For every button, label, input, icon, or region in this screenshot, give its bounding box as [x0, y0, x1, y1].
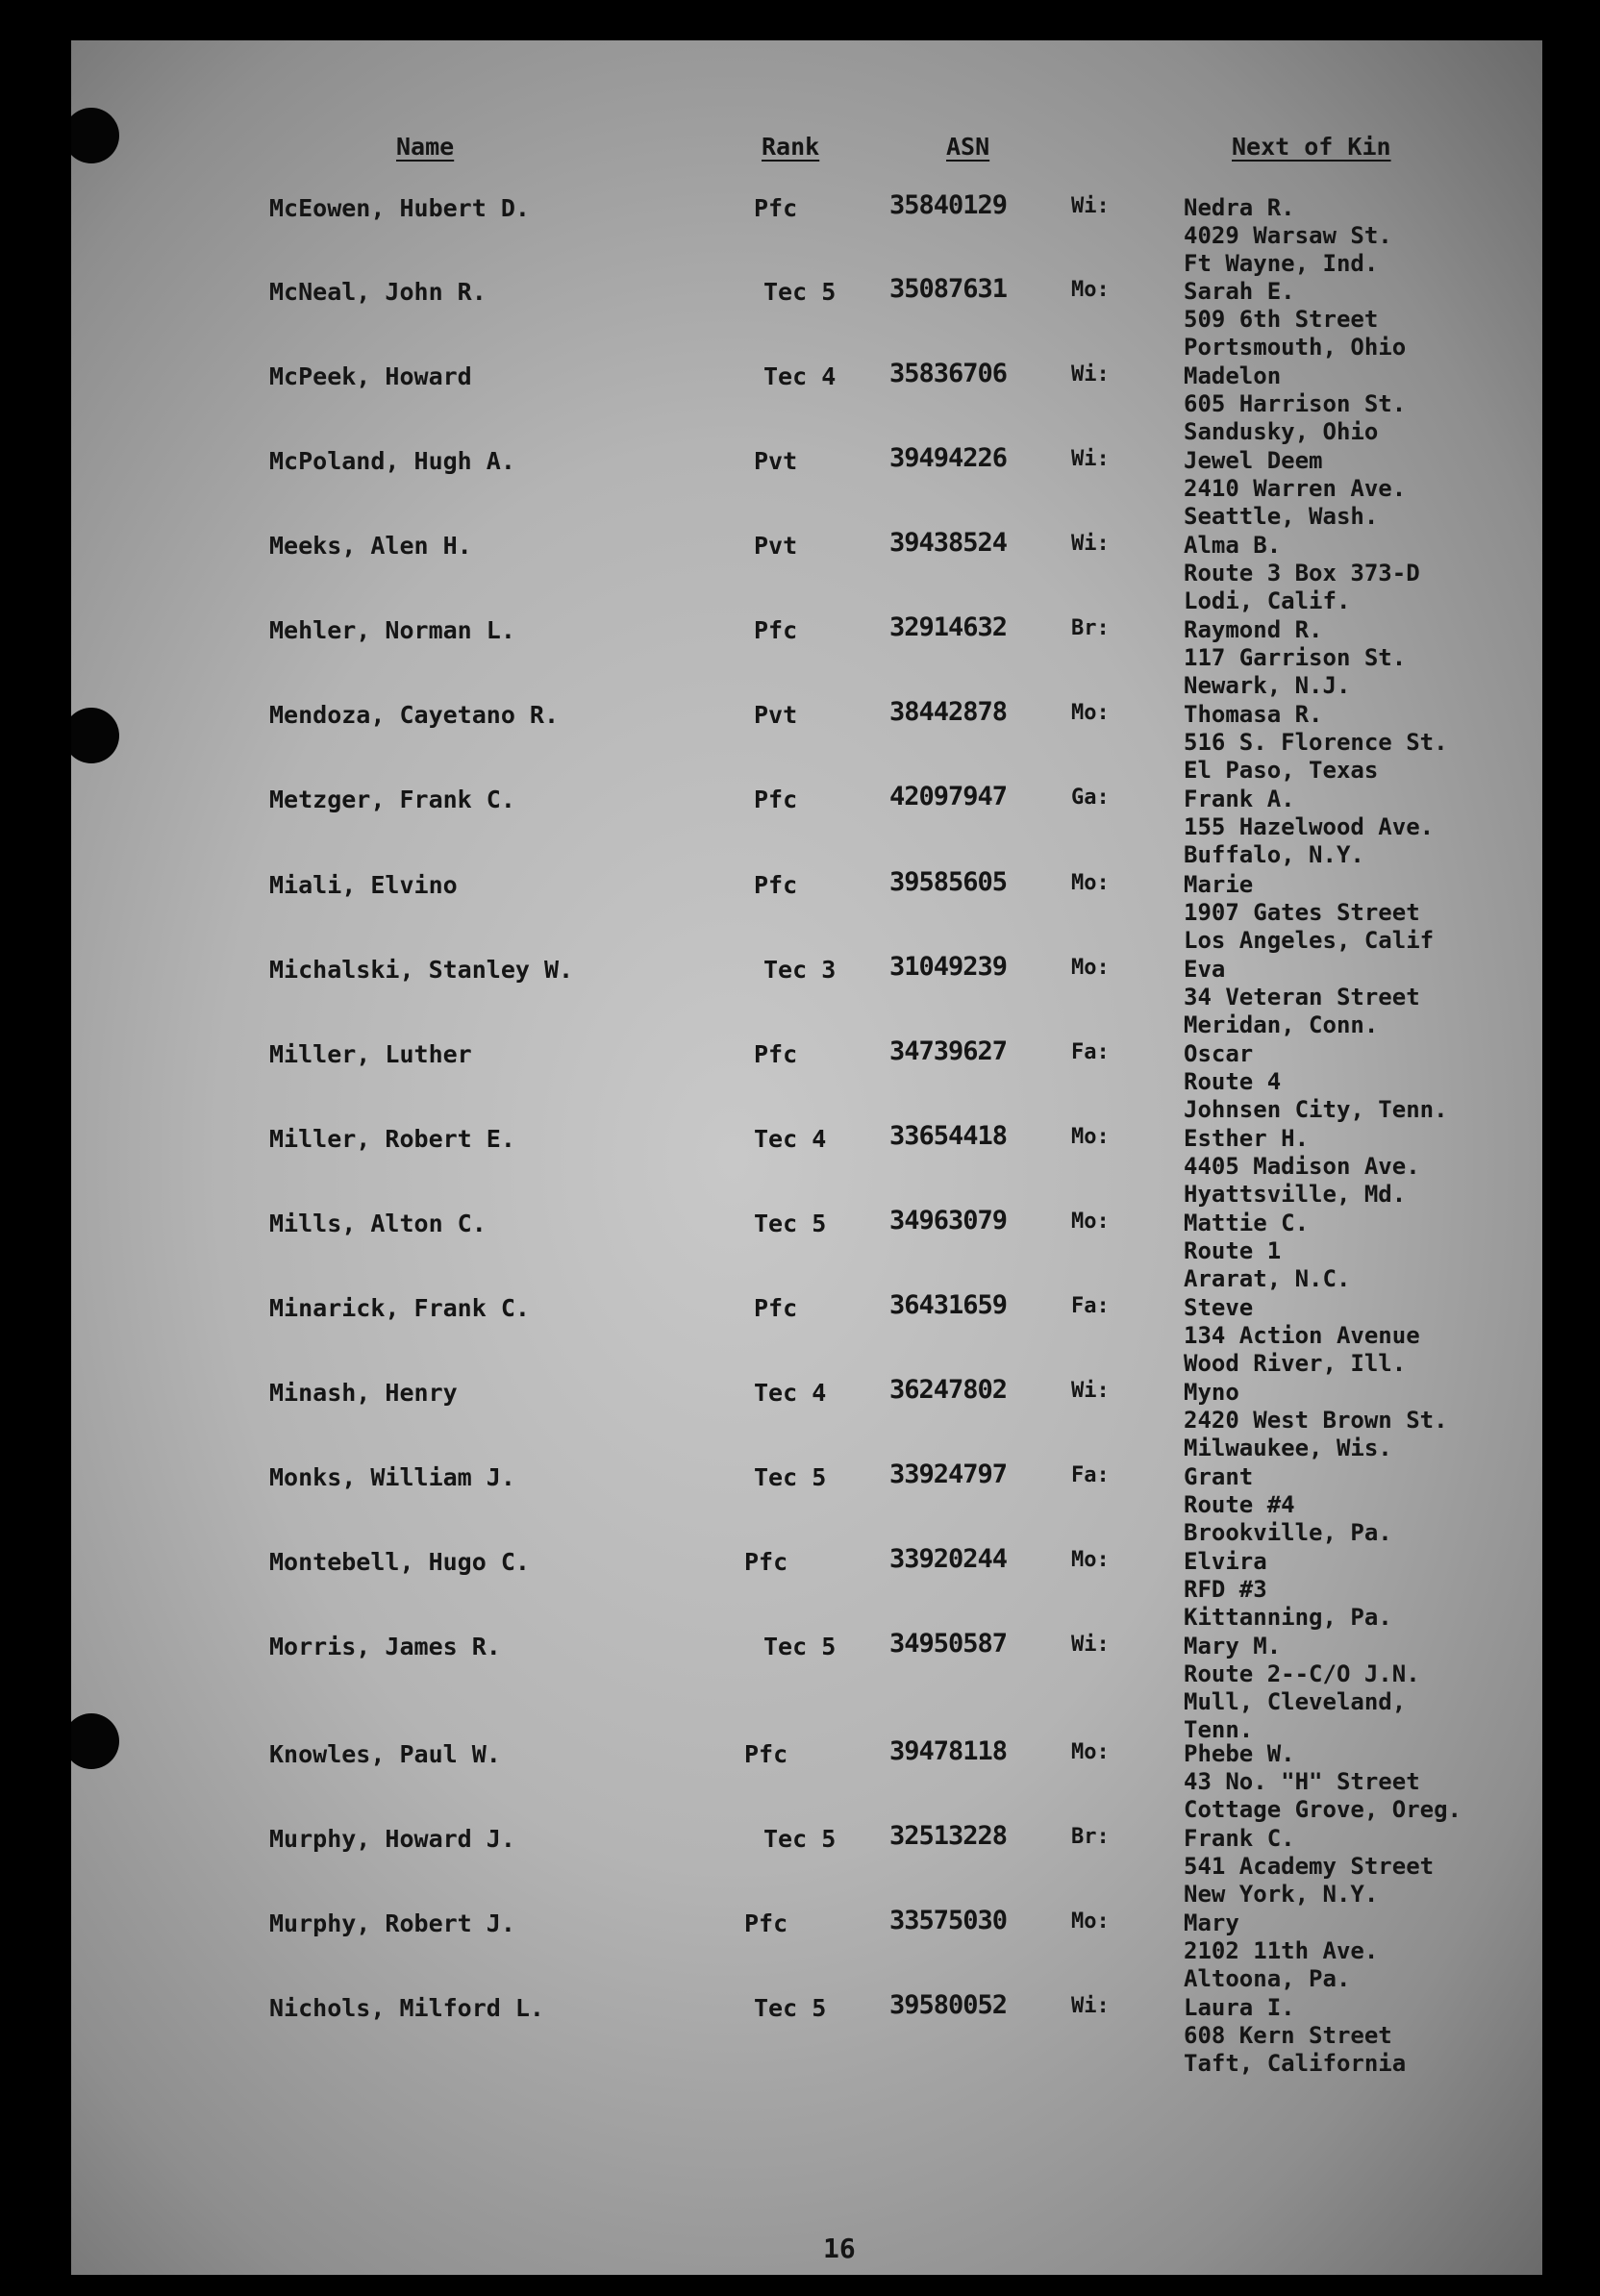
- soldier-rank: Pvt: [754, 532, 798, 560]
- soldier-name: Meeks, Alen H.: [269, 532, 472, 560]
- kin-line: Ft Wayne, Ind.: [1184, 250, 1379, 277]
- roster-entry: [71, 1460, 1542, 1546]
- kin-line: Steve: [1184, 1294, 1254, 1321]
- soldier-rank: Tec 3: [763, 956, 837, 984]
- soldier-rank: Pfc: [754, 786, 798, 813]
- soldier-name: Monks, William J.: [269, 1463, 515, 1491]
- kin-line: Esther H.: [1184, 1125, 1310, 1152]
- soldier-rank: Tec 5: [754, 1210, 827, 1237]
- soldier-rank: Tec 5: [763, 1825, 837, 1853]
- roster-entry: [71, 1990, 1542, 2077]
- kin-line: 1907 Gates Street: [1184, 899, 1420, 926]
- soldier-asn: 39580052: [889, 1990, 1008, 2020]
- kin-relation: Fa:: [1071, 1294, 1110, 1318]
- kin-line: Seattle, Wash.: [1184, 503, 1379, 530]
- kin-line: Wood River, Ill.: [1184, 1350, 1407, 1377]
- kin-line: Milwaukee, Wis.: [1184, 1435, 1392, 1461]
- soldier-asn: 33575030: [889, 1906, 1008, 1935]
- kin-line: Tenn.: [1184, 1716, 1254, 1743]
- soldier-asn: 34739627: [889, 1036, 1008, 1066]
- soldier-name: Nichols, Milford L.: [269, 1994, 544, 2022]
- soldier-name: Knowles, Paul W.: [269, 1740, 501, 1768]
- soldier-rank: Pvt: [754, 701, 798, 729]
- kin-line: Buffalo, N.Y.: [1184, 841, 1364, 868]
- kin-line: Laura I.: [1184, 1994, 1295, 2021]
- header-next-of-kin: Next of Kin: [1232, 133, 1391, 161]
- kin-line: Meridan, Conn.: [1184, 1011, 1379, 1038]
- kin-line: Mattie C.: [1184, 1210, 1310, 1236]
- soldier-rank: Pfc: [754, 616, 798, 644]
- kin-line: Mary M.: [1184, 1633, 1282, 1660]
- kin-line: Nedra R.: [1184, 194, 1295, 221]
- roster-entry: [71, 528, 1542, 614]
- kin-line: Marie: [1184, 871, 1254, 898]
- kin-line: Newark, N.J.: [1184, 672, 1351, 699]
- soldier-asn: 36431659: [889, 1290, 1008, 1320]
- soldier-rank: Pfc: [744, 1740, 788, 1768]
- kin-relation: Wi:: [1071, 362, 1110, 387]
- kin-relation: Mo:: [1071, 1909, 1110, 1934]
- kin-relation: Wi:: [1071, 194, 1110, 218]
- kin-relation: Ga:: [1071, 786, 1110, 810]
- kin-line: Jewel Deem: [1184, 447, 1323, 474]
- kin-line: Route 4: [1184, 1068, 1282, 1095]
- kin-line: 2102 11th Ave.: [1184, 1937, 1379, 1964]
- kin-line: Ararat, N.C.: [1184, 1265, 1351, 1292]
- roster-entry: [71, 1906, 1542, 1992]
- kin-line: Myno: [1184, 1379, 1239, 1406]
- soldier-asn: 33924797: [889, 1460, 1008, 1489]
- kin-line: 2420 West Brown St.: [1184, 1407, 1448, 1434]
- soldier-name: Mills, Alton C.: [269, 1210, 487, 1237]
- document-page: [71, 40, 1542, 2275]
- soldier-asn: 32513228: [889, 1821, 1008, 1851]
- soldier-rank: Tec 5: [763, 1633, 837, 1660]
- kin-relation: Fa:: [1071, 1040, 1110, 1064]
- soldier-asn: 35836706: [889, 359, 1008, 388]
- kin-relation: Mo:: [1071, 956, 1110, 980]
- soldier-name: Mehler, Norman L.: [269, 616, 515, 644]
- soldier-rank: Pfc: [754, 871, 798, 899]
- kin-line: Raymond R.: [1184, 616, 1323, 643]
- roster-entry: [71, 1290, 1542, 1377]
- kin-relation: Wi:: [1071, 1379, 1110, 1403]
- soldier-name: Metzger, Frank C.: [269, 786, 515, 813]
- kin-line: Route 2--C/O J.N.: [1184, 1660, 1420, 1687]
- roster-entry: [71, 190, 1542, 277]
- kin-relation: Mo:: [1071, 1548, 1110, 1572]
- soldier-name: Michalski, Stanley W.: [269, 956, 574, 984]
- kin-line: Hyattsville, Md.: [1184, 1181, 1407, 1208]
- soldier-rank: Pfc: [744, 1909, 788, 1937]
- kin-line: Route #4: [1184, 1491, 1295, 1518]
- soldier-rank: Pfc: [754, 194, 798, 222]
- kin-relation: Mo:: [1071, 1210, 1110, 1234]
- kin-line: Mull, Cleveland,: [1184, 1688, 1407, 1715]
- soldier-name: Mendoza, Cayetano R.: [269, 701, 560, 729]
- kin-line: Oscar: [1184, 1040, 1254, 1067]
- soldier-rank: Tec 5: [754, 1994, 827, 2022]
- kin-relation: Br:: [1071, 616, 1110, 640]
- soldier-name: McNeal, John R.: [269, 278, 487, 306]
- kin-line: Frank C.: [1184, 1825, 1295, 1852]
- kin-line: El Paso, Texas: [1184, 757, 1379, 784]
- header-rank: Rank: [762, 133, 820, 161]
- kin-line: Cottage Grove, Oreg.: [1184, 1796, 1462, 1823]
- kin-line: Phebe W.: [1184, 1740, 1295, 1767]
- soldier-rank: Tec 4: [754, 1379, 827, 1407]
- soldier-asn: 33920244: [889, 1544, 1008, 1574]
- roster-entry: [71, 1629, 1542, 1743]
- kin-line: 155 Hazelwood Ave.: [1184, 813, 1435, 840]
- roster-entry: [71, 274, 1542, 361]
- kin-line: 34 Veteran Street: [1184, 984, 1420, 1011]
- kin-line: RFD #3: [1184, 1576, 1267, 1603]
- kin-line: Brookville, Pa.: [1184, 1519, 1392, 1546]
- kin-relation: Wi:: [1071, 532, 1110, 556]
- kin-line: Route 3 Box 373-D: [1184, 560, 1420, 586]
- kin-line: 541 Academy Street: [1184, 1853, 1435, 1880]
- kin-relation: Mo:: [1071, 1125, 1110, 1149]
- roster-entry: [71, 952, 1542, 1038]
- soldier-asn: 38442878: [889, 697, 1008, 727]
- soldier-asn: 34950587: [889, 1629, 1008, 1659]
- kin-relation: Mo:: [1071, 1740, 1110, 1764]
- soldier-rank: Tec 5: [763, 278, 837, 306]
- soldier-asn: 32914632: [889, 612, 1008, 642]
- kin-line: Grant: [1184, 1463, 1254, 1490]
- soldier-rank: Pfc: [754, 1294, 798, 1322]
- roster-entry: [71, 359, 1542, 445]
- soldier-asn: 36247802: [889, 1375, 1008, 1405]
- soldier-asn: 33654418: [889, 1121, 1008, 1151]
- kin-line: Portsmouth, Ohio: [1184, 334, 1407, 361]
- kin-line: 4405 Madison Ave.: [1184, 1153, 1420, 1180]
- kin-relation: Br:: [1071, 1825, 1110, 1849]
- kin-relation: Fa:: [1071, 1463, 1110, 1487]
- roster-entry: [71, 1036, 1542, 1123]
- kin-line: Madelon: [1184, 362, 1282, 389]
- kin-line: 608 Kern Street: [1184, 2022, 1392, 2049]
- soldier-asn: 42097947: [889, 782, 1008, 811]
- soldier-name: McEowen, Hubert D.: [269, 194, 530, 222]
- soldier-name: Murphy, Howard J.: [269, 1825, 515, 1853]
- kin-line: 117 Garrison St.: [1184, 644, 1407, 671]
- header-asn: ASN: [946, 133, 990, 161]
- binder-hole-1: [71, 108, 119, 163]
- kin-line: Taft, California: [1184, 2050, 1407, 2077]
- roster-entry: [71, 443, 1542, 530]
- kin-line: Frank A.: [1184, 786, 1295, 812]
- kin-relation: Mo:: [1071, 278, 1110, 302]
- roster-entry: [71, 1375, 1542, 1461]
- kin-relation: Wi:: [1071, 447, 1110, 471]
- kin-line: New York, N.Y.: [1184, 1881, 1379, 1908]
- soldier-asn: 39478118: [889, 1736, 1008, 1766]
- soldier-asn: 35087631: [889, 274, 1008, 304]
- kin-line: Los Angeles, Calif: [1184, 927, 1435, 954]
- soldier-name: Murphy, Robert J.: [269, 1909, 515, 1937]
- kin-line: Alma B.: [1184, 532, 1282, 559]
- soldier-asn: 31049239: [889, 952, 1008, 982]
- soldier-asn: 35840129: [889, 190, 1008, 220]
- soldier-name: Miller, Luther: [269, 1040, 472, 1068]
- kin-line: 516 S. Florence St.: [1184, 729, 1448, 756]
- soldier-asn: 39585605: [889, 867, 1008, 897]
- page-number: 16: [823, 2233, 856, 2264]
- soldier-asn: 34963079: [889, 1206, 1008, 1235]
- kin-line: Kittanning, Pa.: [1184, 1604, 1392, 1631]
- soldier-name: Miller, Robert E.: [269, 1125, 515, 1153]
- soldier-name: Montebell, Hugo C.: [269, 1548, 530, 1576]
- soldier-rank: Pfc: [754, 1040, 798, 1068]
- kin-line: Sarah E.: [1184, 278, 1295, 305]
- roster-entry: [71, 1544, 1542, 1631]
- roster-entry: [71, 782, 1542, 868]
- roster-entry: [71, 867, 1542, 954]
- kin-line: Mary: [1184, 1909, 1239, 1936]
- soldier-name: McPoland, Hugh A.: [269, 447, 515, 475]
- soldier-name: Minarick, Frank C.: [269, 1294, 530, 1322]
- soldier-rank: Pvt: [754, 447, 798, 475]
- kin-line: 134 Action Avenue: [1184, 1322, 1420, 1349]
- soldier-name: McPeek, Howard: [269, 362, 472, 390]
- roster-entry: [71, 1736, 1542, 1823]
- kin-line: Route 1: [1184, 1237, 1282, 1264]
- roster-entry: [71, 697, 1542, 784]
- soldier-rank: Pfc: [744, 1548, 788, 1576]
- soldier-rank: Tec 5: [754, 1463, 827, 1491]
- soldier-rank: Tec 4: [754, 1125, 827, 1153]
- soldier-asn: 39438524: [889, 528, 1008, 558]
- roster-entry: [71, 1821, 1542, 1908]
- soldier-rank: Tec 4: [763, 362, 837, 390]
- soldier-asn: 39494226: [889, 443, 1008, 473]
- kin-line: Thomasa R.: [1184, 701, 1323, 728]
- soldier-name: Miali, Elvino: [269, 871, 458, 899]
- kin-relation: Mo:: [1071, 871, 1110, 895]
- roster-entry: [71, 1121, 1542, 1208]
- soldier-name: Minash, Henry: [269, 1379, 458, 1407]
- kin-line: 4029 Warsaw St.: [1184, 222, 1392, 249]
- kin-line: 509 6th Street: [1184, 306, 1379, 333]
- kin-line: Sandusky, Ohio: [1184, 418, 1379, 445]
- kin-line: Johnsen City, Tenn.: [1184, 1096, 1448, 1123]
- kin-line: Eva: [1184, 956, 1226, 983]
- soldier-name: Morris, James R.: [269, 1633, 501, 1660]
- kin-line: 43 No. "H" Street: [1184, 1768, 1420, 1795]
- kin-relation: Wi:: [1071, 1633, 1110, 1657]
- header-name: Name: [396, 133, 455, 161]
- kin-line: Lodi, Calif.: [1184, 587, 1351, 614]
- kin-relation: Mo:: [1071, 701, 1110, 725]
- roster-entry: [71, 1206, 1542, 1292]
- kin-line: 2410 Warren Ave.: [1184, 475, 1407, 502]
- kin-relation: Wi:: [1071, 1994, 1110, 2018]
- kin-line: Elvira: [1184, 1548, 1267, 1575]
- kin-line: Altoona, Pa.: [1184, 1965, 1351, 1992]
- kin-line: 605 Harrison St.: [1184, 390, 1407, 417]
- roster-entry: [71, 612, 1542, 699]
